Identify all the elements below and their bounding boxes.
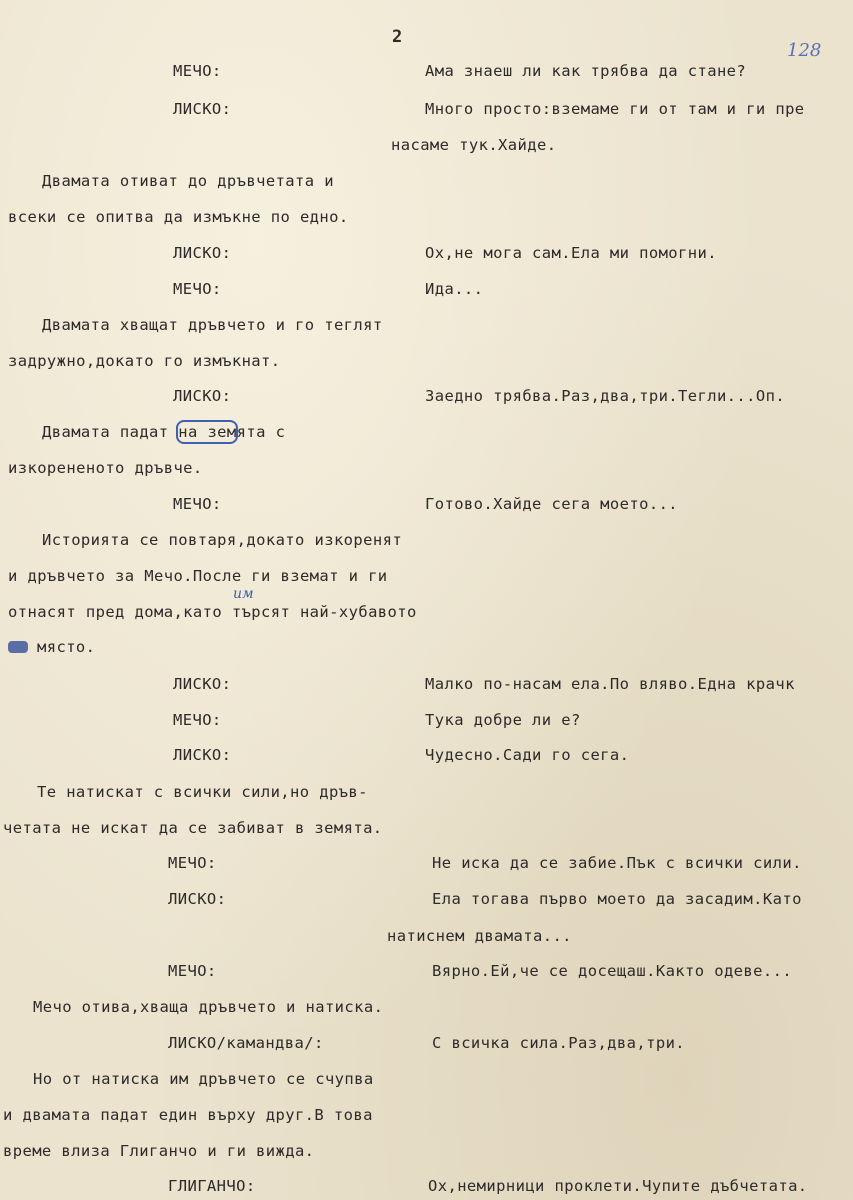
ink-blot bbox=[8, 641, 28, 653]
speaker-label: МЕЧО: bbox=[168, 854, 217, 872]
page-number: 2 bbox=[392, 27, 403, 47]
dialogue-line: Ама знаеш ли как трябва да стане? bbox=[425, 62, 747, 80]
dialogue-line: С всичка сила.Раз,два,три. bbox=[432, 1034, 686, 1052]
stage-direction: всеки се опитва да измъкне по едно. bbox=[8, 208, 349, 226]
stage-direction: и двамата падат един върху друг.В това bbox=[3, 1106, 373, 1124]
stage-direction: отнасят пред дома,като търсят най-хубавото bbox=[8, 603, 417, 621]
speaker-label: МЕЧО: bbox=[173, 280, 222, 298]
stage-direction: и дръвчето за Мечо.После ги вземат и ги bbox=[8, 567, 388, 585]
speaker-label: МЕЧО: bbox=[173, 62, 222, 80]
speaker-label: ЛИСКО: bbox=[173, 244, 232, 262]
dialogue-line: Заедно трябва.Раз,два,три.Тегли...Оп. bbox=[425, 387, 786, 405]
stage-direction: Историята се повтаря,докато изкоренят bbox=[42, 531, 403, 549]
speaker-label: ЛИСКО: bbox=[173, 675, 232, 693]
dialogue-line: Чудесно.Сади го сега. bbox=[425, 746, 630, 764]
speaker-label: МЕЧО: bbox=[168, 962, 217, 980]
dialogue-continuation: насаме тук.Хайде. bbox=[391, 136, 557, 154]
dialogue-line: Ох,немирници проклети.Чупите дъбчетата. bbox=[428, 1177, 808, 1195]
dialogue-line: Тука добре ли е? bbox=[425, 711, 581, 729]
stage-direction: четата не искат да се забиват в земята. bbox=[3, 819, 383, 837]
dialogue-line: Ох,не мога сам.Ела ми помогни. bbox=[425, 244, 717, 262]
handwritten-page-number: 128 bbox=[787, 40, 822, 61]
speaker-label: МЕЧО: bbox=[173, 495, 222, 513]
speaker-label: ЛИСКО: bbox=[173, 100, 232, 118]
speaker-label: ГЛИГАНЧО: bbox=[168, 1177, 256, 1195]
stage-direction: Но от натиска им дръвчето се счупва bbox=[33, 1070, 374, 1088]
stage-direction: изкорененото дръвче. bbox=[8, 459, 203, 477]
stage-direction: Двамата падат на земята с bbox=[42, 423, 286, 441]
dialogue-line: Ела тогава първо моето да засадим.Като bbox=[432, 890, 802, 908]
stage-direction: Те натискат с всички сили,но дръв- bbox=[37, 783, 368, 801]
speaker-label: МЕЧО: bbox=[173, 711, 222, 729]
speaker-label: ЛИСКО: bbox=[168, 890, 227, 908]
dialogue-line: Вярно.Ей,че се досещаш.Както одеве... bbox=[432, 962, 793, 980]
handwritten-insertion: им bbox=[233, 586, 254, 602]
dialogue-line: Малко по-насам ела.По вляво.Една крачк bbox=[425, 675, 795, 693]
stage-direction: място. bbox=[37, 638, 96, 656]
speaker-label: ЛИСКО/камандва/: bbox=[168, 1034, 324, 1052]
dialogue-line: Готово.Хайде сега моето... bbox=[425, 495, 679, 513]
stage-direction: време влиза Глиганчо и ги вижда. bbox=[3, 1142, 315, 1160]
dialogue-line: Много просто:вземаме ги от там и ги пре bbox=[425, 100, 805, 118]
dialogue-line: Не иска да се забие.Пък с всички сили. bbox=[432, 854, 802, 872]
stage-direction: Мечо отива,хваща дръвчето и натиска. bbox=[33, 998, 384, 1016]
stage-direction: Двамата отиват до дръвчетата и bbox=[42, 172, 334, 190]
stage-direction: Двамата хващат дръвчето и го теглят bbox=[42, 316, 383, 334]
dialogue-line: Ида... bbox=[425, 280, 484, 298]
speaker-label: ЛИСКО: bbox=[173, 387, 232, 405]
dialogue-continuation: натиснем двамата... bbox=[387, 927, 572, 945]
stage-direction: задружно,докато го измъкнат. bbox=[8, 352, 281, 370]
handwritten-circle-mark bbox=[176, 420, 238, 444]
speaker-label: ЛИСКО: bbox=[173, 746, 232, 764]
